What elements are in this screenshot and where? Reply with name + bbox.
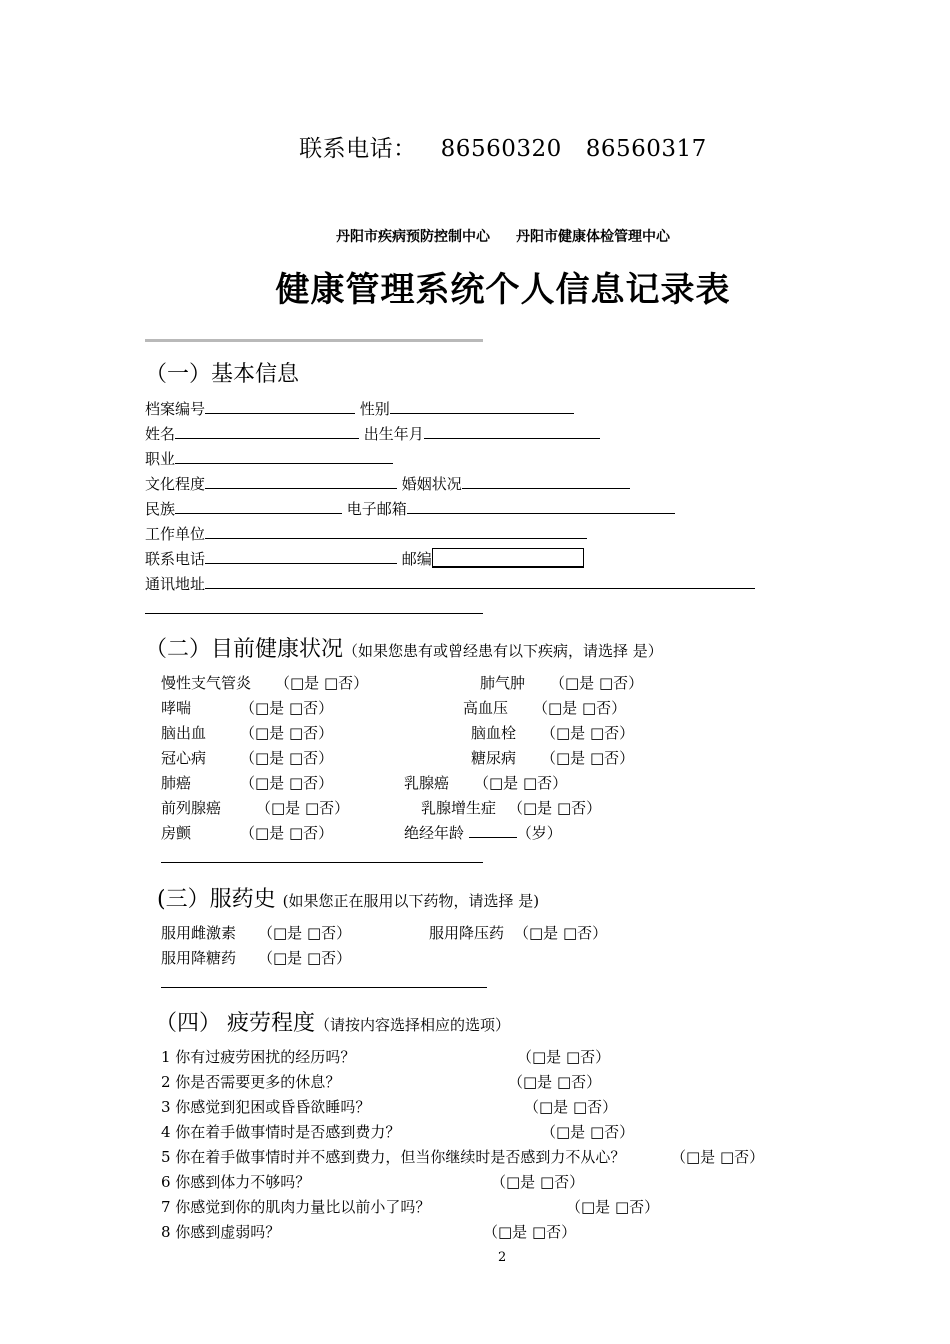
disease-label: 肺癌	[161, 774, 192, 792]
birth-field[interactable]	[424, 424, 600, 439]
fatigue-question: 1 你有过疲劳困扰的经历吗？	[161, 1048, 356, 1066]
yes-no-option[interactable]: （□是 □否）	[514, 924, 608, 942]
phone-label: 联系电话：	[299, 136, 417, 162]
section-medication-title: (三）服药史	[157, 887, 276, 912]
medication-label: 服用降压药	[429, 924, 505, 942]
edu-label: 文化程度	[145, 475, 206, 493]
fatigue-question: 7 你感觉到你的肌肉力量比以前小了吗？	[161, 1198, 431, 1216]
row-job	[145, 448, 393, 469]
ethnic-field[interactable]	[175, 499, 342, 514]
phone-number-1: 86560320	[440, 136, 562, 162]
section-fatigue-number: （四）	[155, 1011, 222, 1036]
disease-label: 前列腺癌	[161, 799, 222, 817]
yes-no-option[interactable]: （□是 □否）	[671, 1148, 765, 1166]
disease-label: 肺气肿	[480, 674, 526, 692]
yes-no-option[interactable]: （□是 □否）	[256, 799, 350, 817]
fatigue-question: 8 你感到虚弱吗？	[161, 1223, 281, 1241]
name-field[interactable]	[175, 424, 359, 439]
marriage-field[interactable]	[462, 474, 630, 489]
section-fatigue-title: 疲劳程度	[227, 1011, 316, 1036]
contact-phone	[0, 130, 950, 163]
section-health-note: （如果您患有或曾经患有以下疾病，请选择 是）	[343, 642, 663, 660]
file-no-label: 档案编号	[145, 400, 206, 418]
yes-no-option[interactable]: （□是 □否）	[524, 1098, 618, 1116]
yes-no-option[interactable]: （□是 □否）	[508, 799, 602, 817]
addr-label: 通讯地址	[145, 575, 206, 593]
zip-label: 邮编	[401, 550, 432, 568]
divider	[145, 613, 483, 614]
marriage-label: 婚姻状况	[401, 475, 462, 493]
disease-label: 冠心病	[161, 749, 207, 767]
page-number: 2	[498, 1250, 507, 1265]
section-basic-heading: （一）基本信息	[145, 362, 300, 387]
addr-field[interactable]	[205, 574, 755, 589]
yes-no-option[interactable]: （□是 □否）	[550, 674, 644, 692]
menopause-age-field[interactable]	[469, 823, 517, 838]
job-field[interactable]	[175, 449, 393, 464]
work-label: 工作单位	[145, 525, 206, 543]
org-health-check: 丹阳市健康体检管理中心	[516, 229, 670, 245]
disease-label: 乳腺增生症	[421, 799, 497, 817]
section-fatigue-note: （请按内容选择相应的选项）	[315, 1016, 511, 1034]
zip-field[interactable]	[432, 548, 584, 568]
row-tel-zip	[145, 548, 584, 569]
email-label: 电子邮箱	[346, 500, 407, 518]
divider	[161, 862, 483, 863]
yes-no-option[interactable]: （□是 □否）	[258, 924, 352, 942]
disease-label: 房颤	[161, 824, 192, 842]
yes-no-option[interactable]: （□是 □否）	[491, 1173, 585, 1191]
birth-label: 出生年月	[363, 425, 424, 443]
yes-no-option[interactable]: （□是 □否）	[566, 1198, 660, 1216]
page-title: 健康管理系统个人信息记录表	[275, 270, 731, 310]
yes-no-option[interactable]: （□是 □否）	[517, 1048, 611, 1066]
email-field[interactable]	[407, 499, 675, 514]
medication-label: 服用降糖药	[161, 949, 237, 967]
gender-label: 性别	[359, 400, 390, 418]
row-name-birth	[145, 423, 600, 444]
fatigue-question: 5 你在着手做事情时并不感到费力，但当你继续时是否感到力不从心？	[161, 1148, 626, 1166]
row-ethnic-email	[145, 498, 675, 519]
divider	[145, 339, 483, 342]
row-file-gender	[145, 398, 574, 419]
disease-label: 脑血栓	[471, 724, 517, 742]
disease-label: 乳腺癌	[404, 774, 450, 792]
yes-no-option[interactable]: （□是 □否）	[541, 749, 635, 767]
org-cdc: 丹阳市疾病预防控制中心	[336, 229, 490, 245]
phone-number-2: 86560317	[585, 136, 707, 162]
yes-no-option[interactable]: （□是 □否）	[541, 1123, 635, 1141]
fatigue-question: 6 你感到体力不够吗？	[161, 1173, 311, 1191]
yes-no-option[interactable]: （□是 □否）	[240, 749, 334, 767]
medication-label: 服用雌激素	[161, 924, 237, 942]
yes-no-option[interactable]: （□是 □否）	[508, 1073, 602, 1091]
fatigue-question: 3 你感觉到犯困或昏昏欲睡吗？	[161, 1098, 371, 1116]
fatigue-question: 4 你在着手做事情时是否感到费力？	[161, 1123, 401, 1141]
disease-label: 慢性支气管炎	[161, 674, 252, 692]
section-fatigue-heading	[155, 1006, 510, 1037]
edu-field[interactable]	[205, 474, 397, 489]
gender-field[interactable]	[390, 399, 574, 414]
disease-label: 脑出血	[161, 724, 207, 742]
yes-no-option[interactable]: （□是 □否）	[240, 774, 334, 792]
file-no-field[interactable]	[205, 399, 355, 414]
ethnic-label: 民族	[145, 500, 176, 518]
section-medication-note: (如果您正在服用以下药物，请选择 是)	[282, 892, 540, 910]
yes-no-option[interactable]: （□是 □否）	[533, 699, 627, 717]
disease-label: 高血压	[463, 699, 509, 717]
yes-no-option[interactable]: （□是 □否）	[474, 774, 568, 792]
yes-no-option[interactable]: （□是 □否）	[240, 724, 334, 742]
row-edu-marriage	[145, 473, 630, 494]
disease-label: 哮喘	[161, 699, 192, 717]
divider	[161, 987, 487, 988]
age-unit: （岁）	[516, 824, 562, 842]
yes-no-option[interactable]: （□是 □否）	[240, 824, 334, 842]
tel-label: 联系电话	[145, 550, 206, 568]
yes-no-option[interactable]: （□是 □否）	[240, 699, 334, 717]
fatigue-question: 2 你是否需要更多的休息？	[161, 1073, 341, 1091]
menopause-age	[404, 822, 562, 843]
organizations	[0, 226, 950, 246]
section-health-title: （二）目前健康状况	[145, 637, 344, 662]
work-field[interactable]	[205, 524, 587, 539]
job-label: 职业	[145, 450, 176, 468]
section-health-heading	[145, 632, 663, 663]
disease-label: 糖尿病	[471, 749, 517, 767]
section-medication-heading	[157, 882, 539, 913]
yes-no-option[interactable]: （□是 □否）	[483, 1223, 577, 1241]
name-label: 姓名	[145, 425, 176, 443]
row-work	[145, 523, 587, 544]
yes-no-option[interactable]: （□是 □否）	[258, 949, 352, 967]
yes-no-option[interactable]: （□是 □否）	[275, 674, 369, 692]
yes-no-option[interactable]: （□是 □否）	[541, 724, 635, 742]
row-addr	[145, 573, 755, 594]
tel-field[interactable]	[205, 549, 397, 564]
menopause-label: 绝经年龄	[404, 824, 465, 842]
